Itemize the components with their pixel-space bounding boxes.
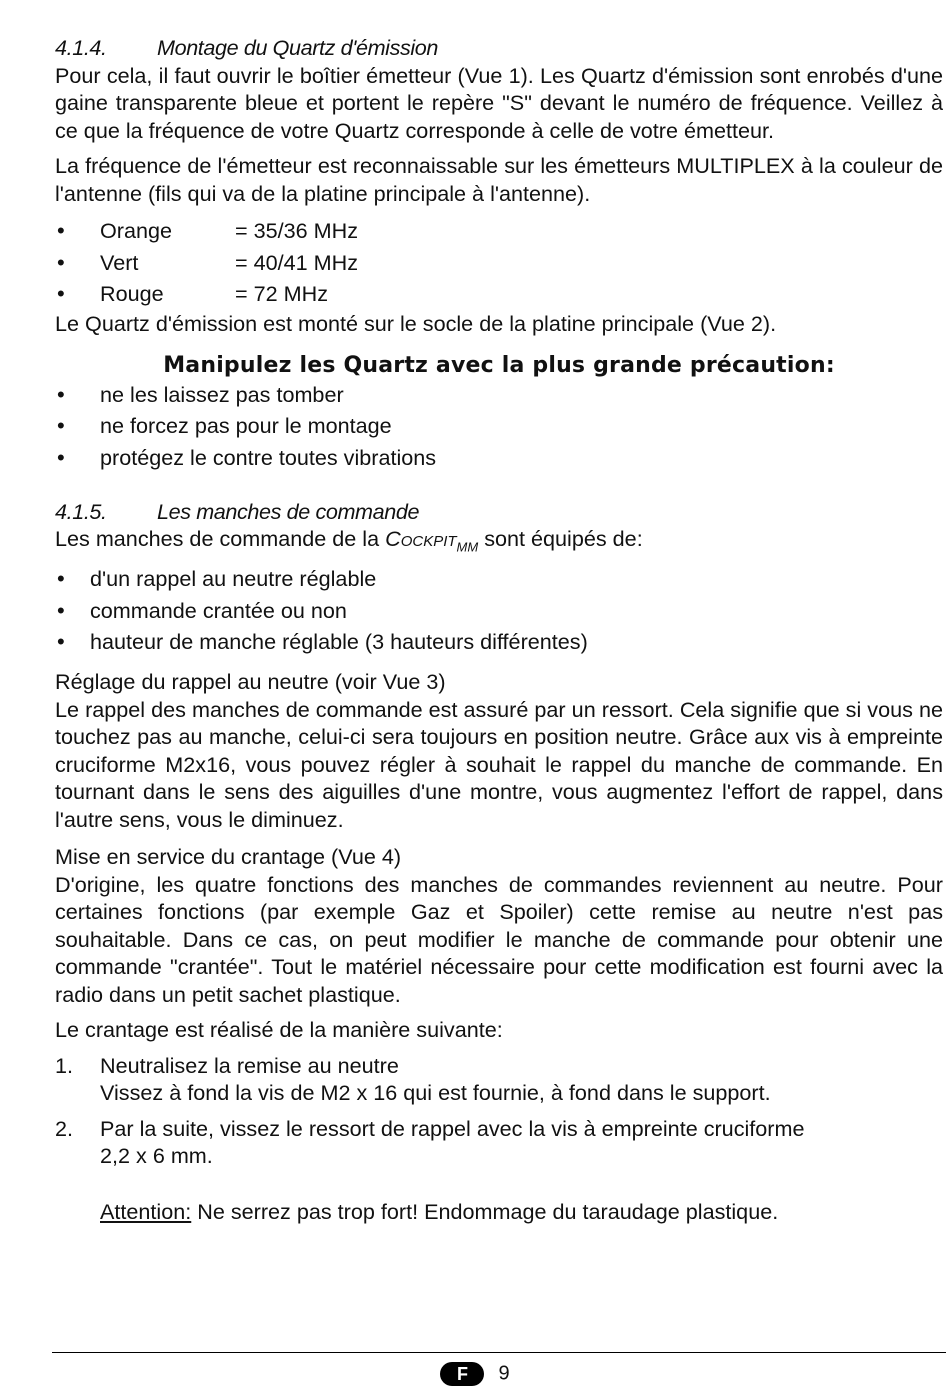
frequency-value: = 35/36 MHz xyxy=(235,218,359,243)
list-item: • ne les laissez pas tomber xyxy=(55,379,943,411)
step-line: Vissez à fond la vis de M2 x 16 qui est fournie, à fond dans le support. xyxy=(100,1080,771,1106)
paragraph-neutral-return: Le rappel des manches de commande est assuré par un ressort. Cela signifie que si vous ne touchez pas au manche, celui-ci sera toujours en position neutre. Grâce aux vis à empreinte cruciforme M2x16, vous pouvez régler à souhait le rappel du manche de commande. En tournant dans le sens des aiguilles d'une montre, vous augmentez l'effort de rappel, dans l'autre sens, vous le diminuez. xyxy=(55,696,943,832)
paragraph-sticks-intro xyxy=(55,525,943,561)
intro-text-end: sont équipés de: xyxy=(478,526,643,552)
section-title: Montage du Quartz d'émission xyxy=(157,35,438,60)
frequency-value: = 72 MHz xyxy=(235,281,329,307)
paragraph-ratchet-steps-intro: Le crantage est réalisé de la manière suivante: xyxy=(55,1017,503,1043)
feature-list xyxy=(55,563,943,658)
section-number: 4.1.4. xyxy=(55,35,107,60)
section-number: 4.1.5. xyxy=(55,498,107,524)
attention-text: Ne serrez pas trop fort! Endommage du taraudage plastique. xyxy=(191,1198,779,1224)
footer-divider xyxy=(52,1352,946,1353)
paragraph-frequency: La fréquence de l'émetteur est reconnaissable sur les émetteurs MULTIPLEX à la couleur de l'antenne (fils qui va de la platine principale à l'antenne). xyxy=(55,153,943,206)
intro-text: Les manches de commande de la xyxy=(55,526,386,552)
caution-list xyxy=(55,379,943,474)
step-line: Neutralisez la remise au neutre xyxy=(100,1052,399,1078)
antenna-color: Vert xyxy=(100,249,139,275)
antenna-color: Rouge xyxy=(100,281,164,307)
brand-subscript: MM xyxy=(456,539,479,555)
paragraph-quartz-intro: Pour cela, il faut ouvrir le boîtier émetteur (Vue 1). Les Quartz d'émission sont enrobés d'une gaine transparente bleue et portent le repère "S" devant le numéro de fréquence. Veillez à ce que la fréquence de votre Quartz corresponde à celle de votre émetteur. xyxy=(55,62,943,143)
section-title: Les manches de commande xyxy=(157,498,420,524)
step-line: Par la suite, vissez le ressort de rappel avec la vis à empreinte cruciforme xyxy=(100,1115,805,1141)
step-line: 2,2 x 6 mm. xyxy=(100,1143,213,1169)
step-number: 2. xyxy=(55,1115,74,1141)
paragraph-quartz-mount: Le Quartz d'émission est monté sur le socle de la platine principale (Vue 2). xyxy=(55,311,777,337)
list-item: • hauteur de manche réglable (3 hauteurs différentes) xyxy=(55,626,943,658)
brand-text: Cockpit xyxy=(385,526,457,552)
list-item xyxy=(55,278,943,310)
list-item xyxy=(55,247,943,279)
list-item xyxy=(55,215,943,247)
section-heading-4-1-4 xyxy=(55,34,943,62)
subheading-neutral-return: Réglage du rappel au neutre (voir Vue 3) xyxy=(55,669,446,695)
caution-heading: Manipulez les Quartz avec la plus grande précaution: xyxy=(163,352,835,378)
attention-label: Attention: xyxy=(100,1198,192,1224)
language-badge: F xyxy=(440,1362,484,1386)
section-heading-4-1-5 xyxy=(55,498,943,526)
list-item xyxy=(55,1052,943,1107)
page-footer xyxy=(0,1362,950,1386)
list-item: • commande crantée ou non xyxy=(55,595,943,627)
subheading-ratchet: Mise en service du crantage (Vue 4) xyxy=(55,844,402,870)
antenna-color: Orange xyxy=(100,218,173,243)
list-item xyxy=(55,1115,943,1170)
paragraph-ratchet: D'origine, les quatre fonctions des manches de commandes reviennent au neutre. Pour certaines fonctions (par exemple Gaz et Spoiler) cette remise au neutre n'est pas souhaitable. Dans ce cas, on peut modifier le manche de commande pour obtenir une commande "crantée". Tout le matériel nécessaire pour cette modification est fourni avec la radio dans un petit sachet plastique. xyxy=(55,871,943,1007)
attention-note xyxy=(55,1198,943,1226)
frequency-value: = 40/41 MHz xyxy=(235,249,359,275)
brand-name xyxy=(385,526,479,555)
steps-list xyxy=(55,1052,943,1170)
list-item: • d'un rappel au neutre réglable xyxy=(55,563,943,595)
page-number: 9 xyxy=(498,1362,510,1385)
step-number: 1. xyxy=(55,1052,74,1078)
page-content xyxy=(55,34,943,1225)
frequency-list xyxy=(55,215,943,310)
list-item: • protégez le contre toutes vibrations xyxy=(55,442,943,474)
list-item: • ne forcez pas pour le montage xyxy=(55,410,943,442)
